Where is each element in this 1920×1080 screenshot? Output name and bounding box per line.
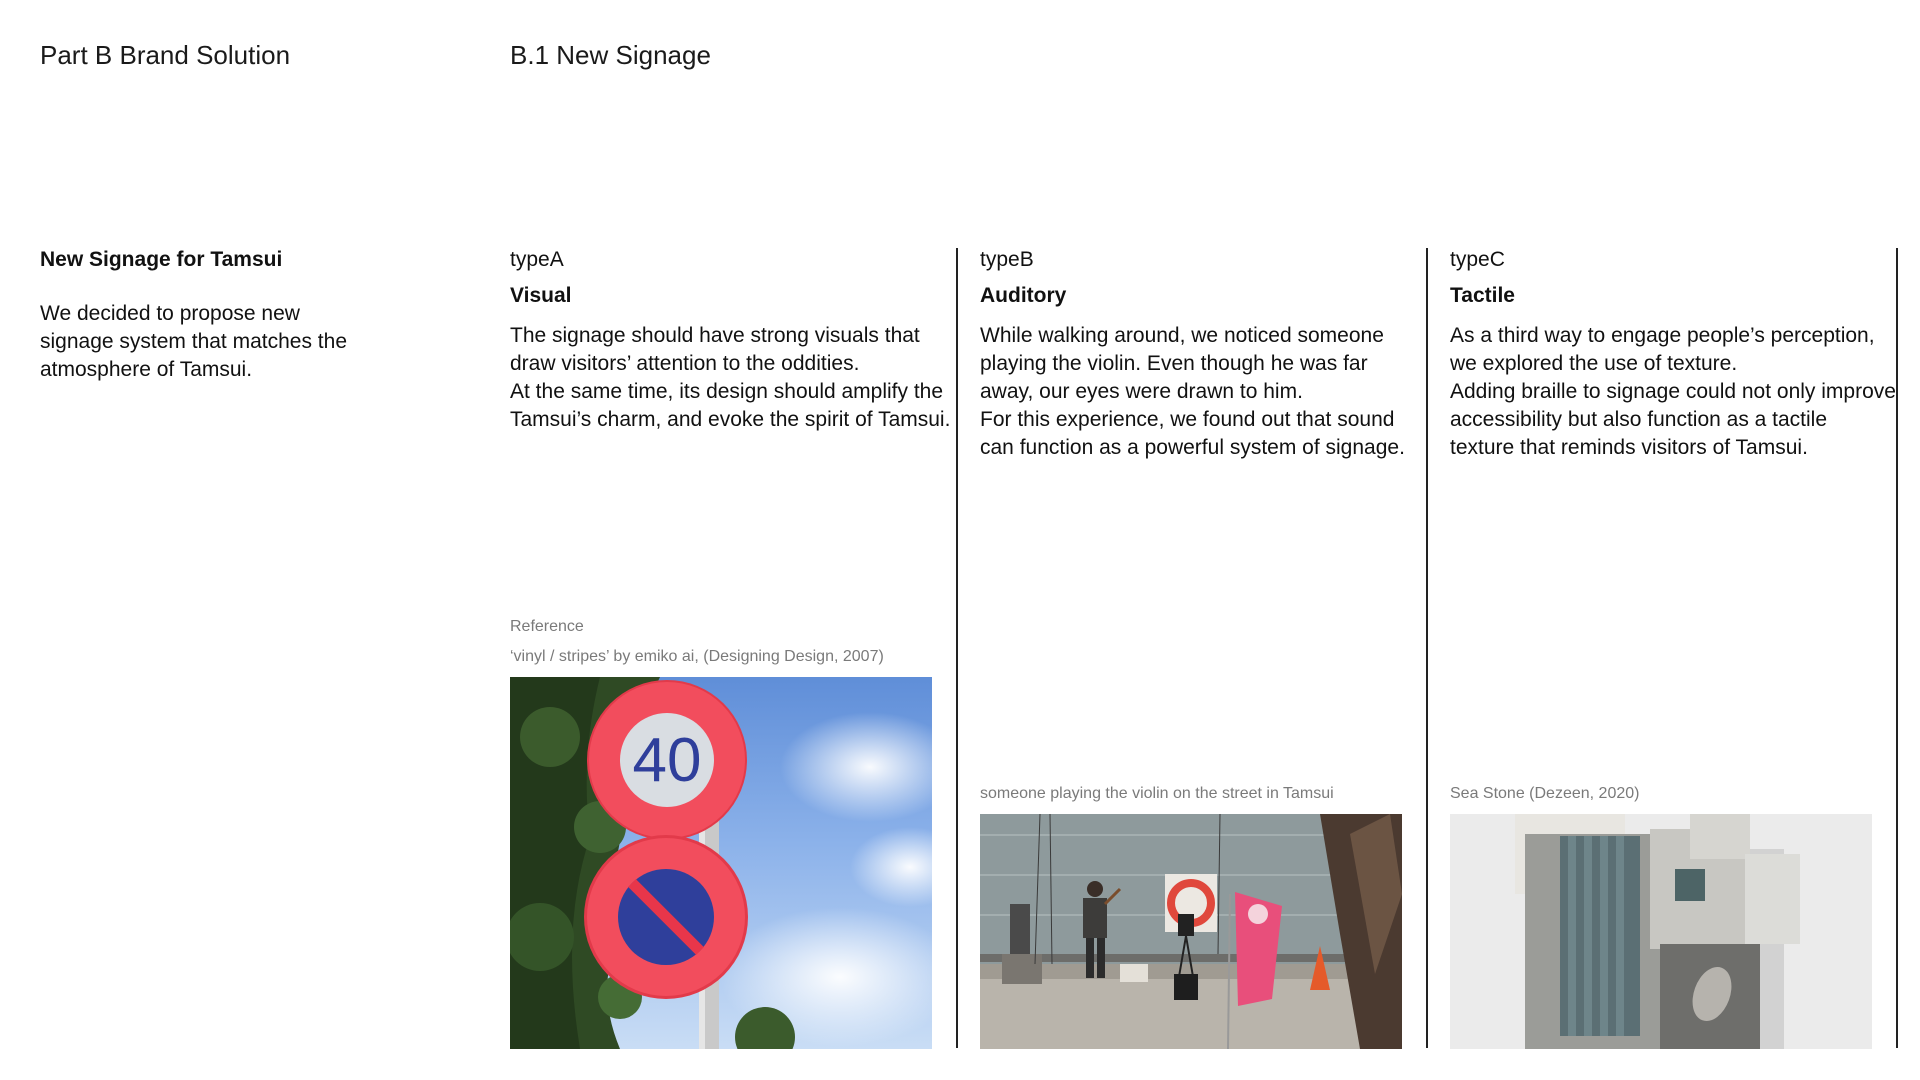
intro-body: We decided to propose new signage system that matches the atmosphere of Tamsui. <box>40 302 347 381</box>
type-body <box>980 322 1426 462</box>
body-paragraph: As a third way to engage people’s perception, we explored the use of texture. <box>1450 324 1875 375</box>
sea-stone-illustration <box>1450 814 1872 1049</box>
column-type-c <box>1450 248 1896 462</box>
reference-label: Reference <box>510 618 584 635</box>
body-paragraph: While walking around, we noticed someone playing the violin. Even though he was far away, our eyes were drawn to him. <box>980 324 1384 403</box>
column-divider <box>956 248 958 1048</box>
type-label: typeB <box>980 248 1034 271</box>
image-caption: someone playing the violin on the street in Tamsui <box>980 785 1334 802</box>
body-paragraph: Adding braille to signage could not only improve accessibility but also function as a tactile texture that reminds visitors of Tamsui. <box>1450 380 1896 459</box>
type-label: typeA <box>510 248 564 271</box>
image-caption: Sea Stone (Dezeen, 2020) <box>1450 785 1640 802</box>
body-paragraph: For this experience, we found out that sound can function as a powerful system of signage. <box>980 408 1405 459</box>
violinist-photo <box>980 814 1402 1049</box>
column-type-a <box>510 248 956 434</box>
type-title: Auditory <box>980 284 1067 307</box>
speed-limit-number: 40 <box>632 726 702 795</box>
part-title: Part B Brand Solution <box>40 40 291 70</box>
type-body <box>510 322 956 434</box>
image-caption: ‘vinyl / stripes’ by emiko ai, (Designing Design, 2007) <box>510 648 884 665</box>
type-label: typeC <box>1450 248 1505 271</box>
type-title: Visual <box>510 284 572 307</box>
type-title: Tactile <box>1450 284 1515 307</box>
column-divider <box>1896 248 1898 1048</box>
type-body <box>1450 322 1896 462</box>
column-divider <box>1426 248 1428 1048</box>
body-paragraph: The signage should have strong visuals that draw visitors’ attention to the oddities. <box>510 324 920 375</box>
intro-heading: New Signage for Tamsui <box>40 248 283 271</box>
violinist-illustration <box>980 814 1402 1049</box>
column-type-b <box>980 248 1426 462</box>
road-sign-illustration <box>510 677 932 1049</box>
road-sign-photo <box>510 677 932 1049</box>
section-title: B.1 New Signage <box>510 40 711 70</box>
body-paragraph: At the same time, its design should amplify the Tamsui’s charm, and evoke the spirit of Tamsui. <box>510 380 951 431</box>
sea-stone-photo <box>1450 814 1872 1049</box>
intro-block <box>40 248 360 384</box>
